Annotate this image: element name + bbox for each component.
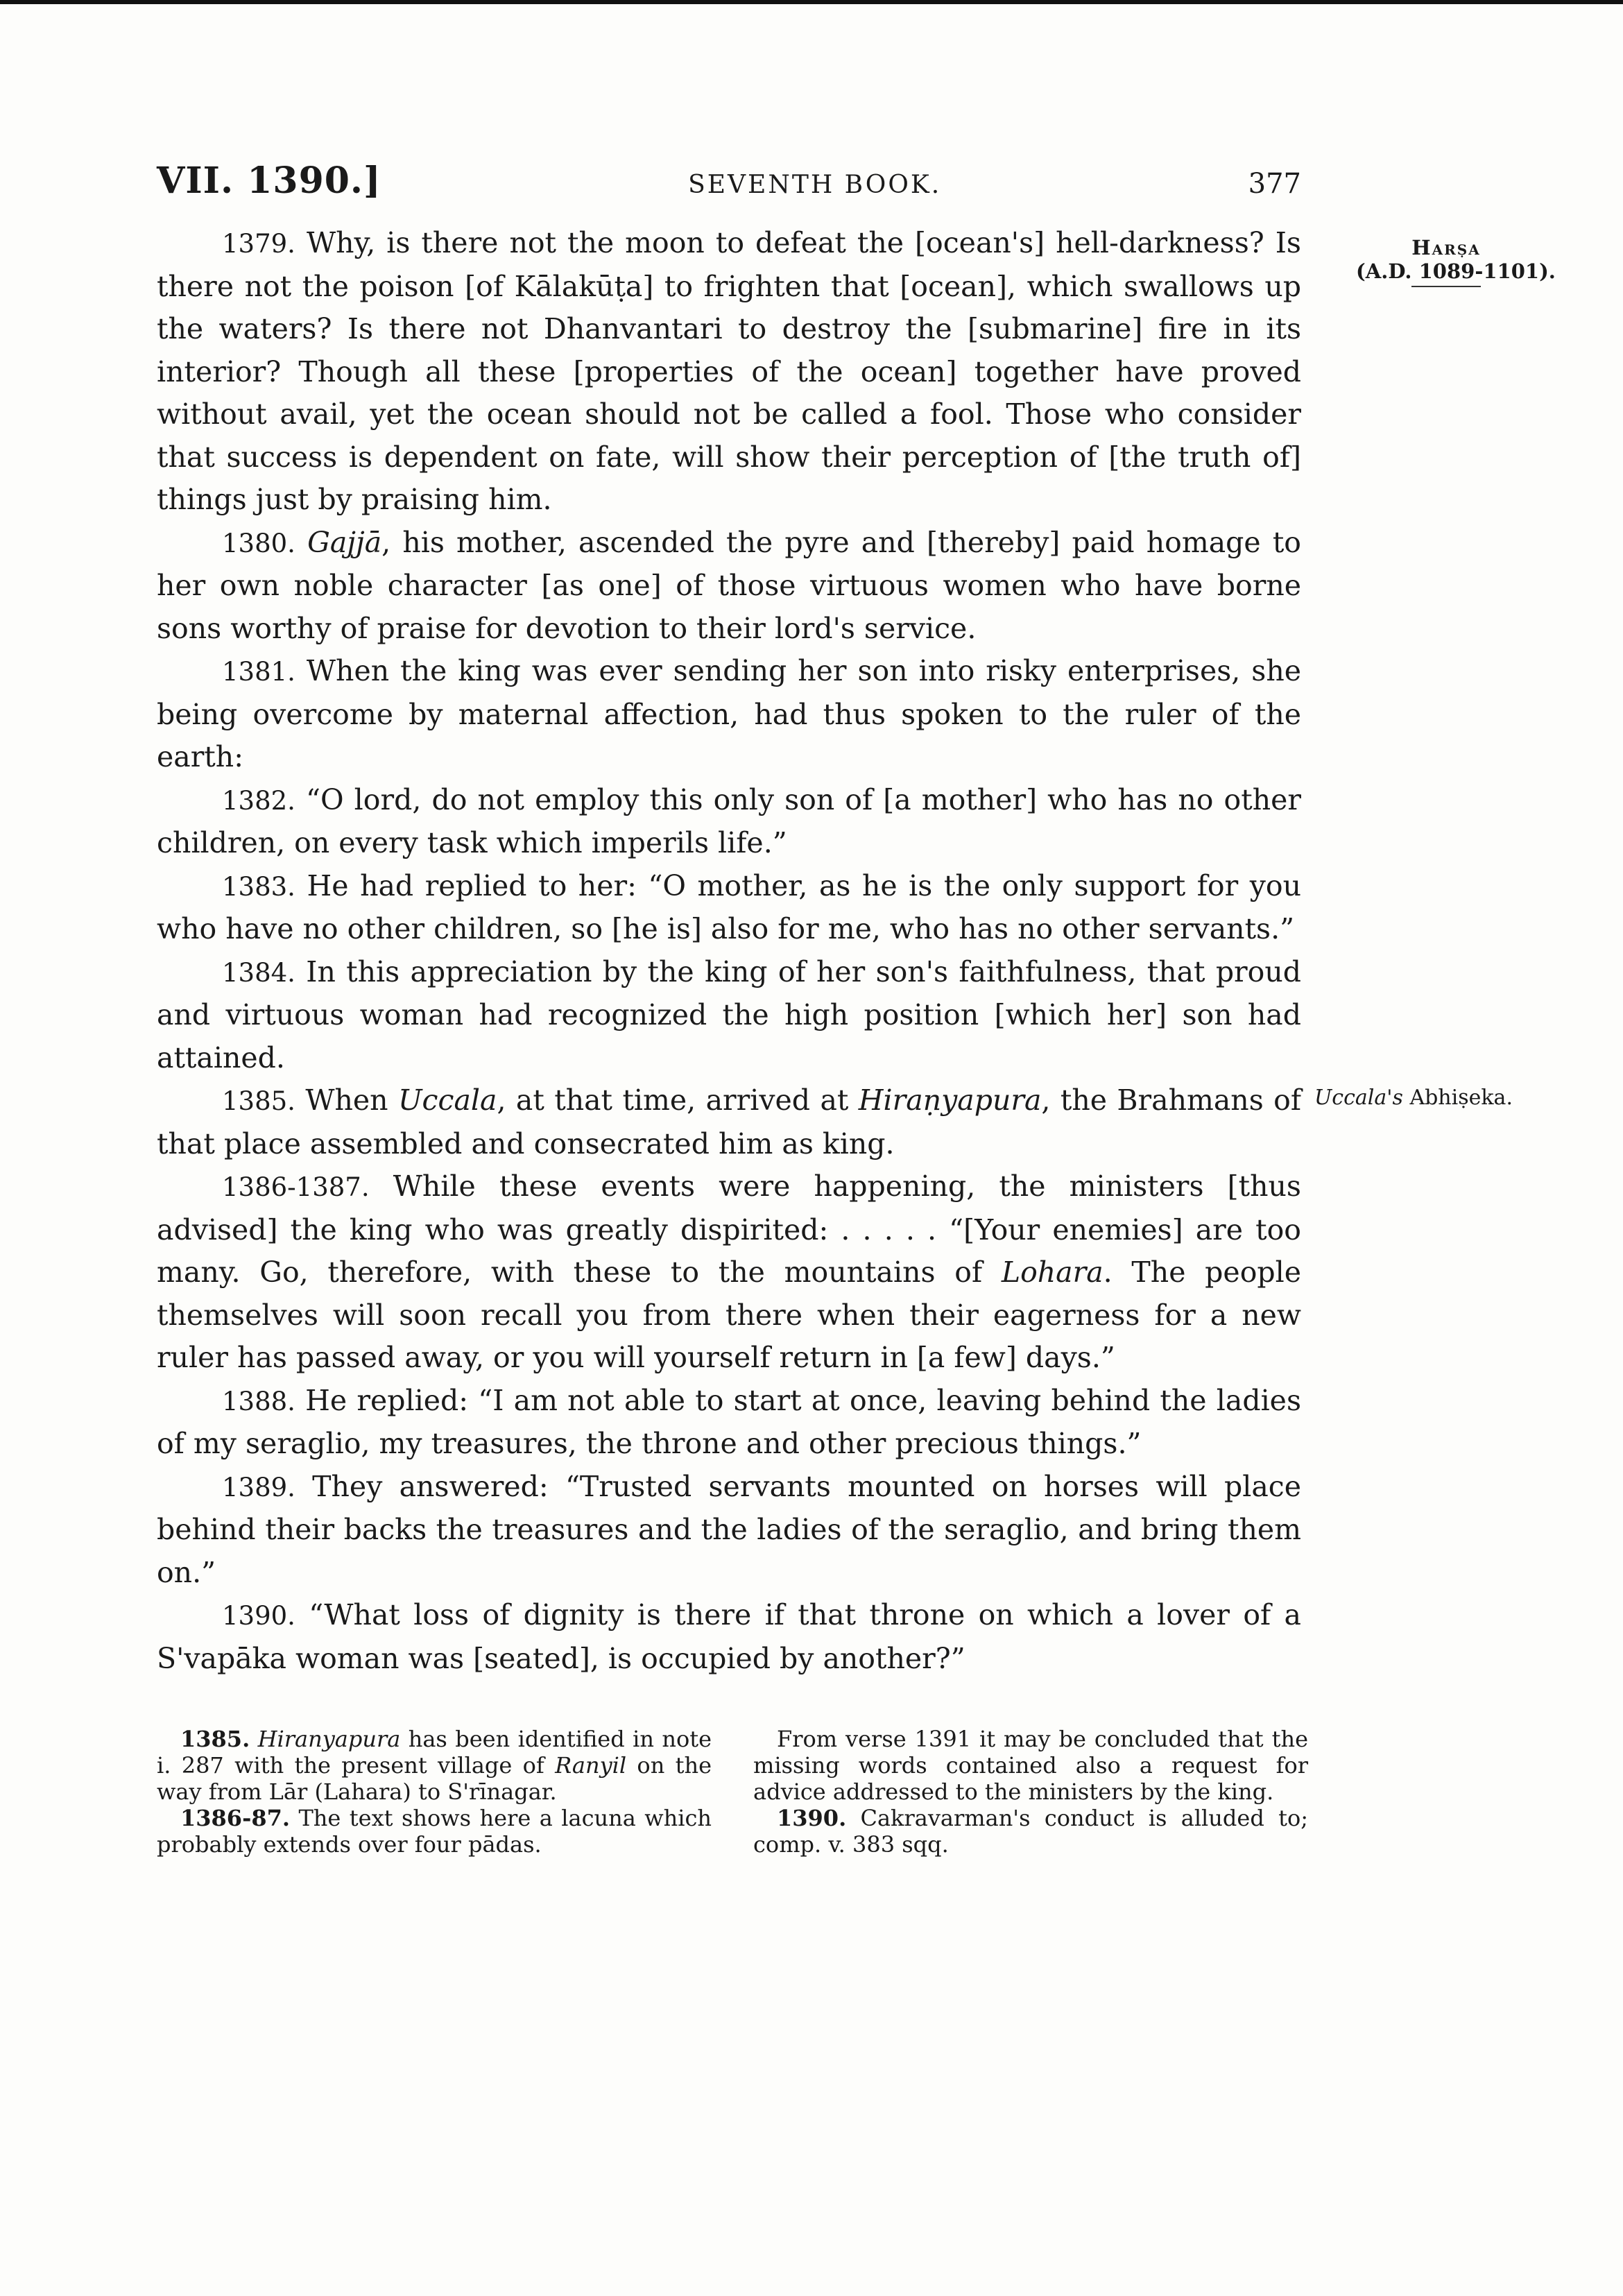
page-content [157, 160, 1301, 1680]
page-number: 377 [1248, 168, 1301, 200]
italic-term: Uccala [397, 1083, 497, 1117]
footnotes-right-column [753, 1726, 1308, 1858]
footnote-paragraph [157, 1805, 712, 1858]
sidenote-harsa-title: Harṣa [1411, 236, 1481, 259]
verse-paragraph [157, 1380, 1301, 1466]
text-run: The text shows here a lacuna which probably extends over four pādas. [157, 1805, 712, 1858]
verse-number: 1389. [222, 1472, 295, 1502]
text-run: From verse 1391 it may be concluded that the missing words contained also a request for advice addressed to the ministers by the king. [753, 1726, 1308, 1805]
italic-term: Lohara [1001, 1256, 1104, 1289]
verse-number: 1384. [222, 957, 295, 988]
text-run: , the Brahmans of that place assembled and consecrated him as king. [157, 1083, 1302, 1160]
text-run: They answered: “Trusted servants mounted on horses will place behind their backs the treasures and the ladies of the seraglio, and bring them on.” [157, 1469, 1301, 1589]
verse-paragraph [157, 779, 1301, 865]
text-run: “O lord, do not employ this only son of [a mother] who has no other children, on every task which imperils life.” [157, 782, 1301, 859]
verse-number: 1386-1387. [222, 1172, 370, 1202]
italic-term: Hiraṇyapura [858, 1083, 1042, 1117]
verse-list [157, 222, 1301, 1680]
verse-paragraph [157, 650, 1301, 779]
footnotes-left-column [157, 1726, 712, 1858]
sidenote-rule [1411, 286, 1481, 287]
top-border-line [0, 0, 1623, 4]
footnotes [157, 1726, 1308, 1858]
text-run: on the way from Lār (Lahara) to S'rīnagar. [157, 1752, 712, 1805]
header-book-title: SEVENTH BOOK. [688, 171, 942, 199]
text-run: has been identified in note i. 287 with the present village of [157, 1726, 712, 1779]
sidenote-harsa [1356, 236, 1556, 287]
sidenote-harsa-dates: (A.D. 1089-1101). [1356, 259, 1556, 283]
sidenote-uccala-abhiseka [1314, 1086, 1513, 1110]
text-run: , his mother, ascended the pyre and [thereby] paid homage to her own noble character [as one] of those virtuous women who have borne sons worthy of praise for devotion to their lord's service. [157, 525, 1301, 645]
text-run: He replied: “I am not able to start at once, leaving behind the ladies of my seraglio, my treasures, the throne and other precious things.” [157, 1383, 1301, 1460]
running-header [157, 160, 1301, 208]
italic-term: Ranyil [555, 1752, 627, 1779]
text-run: , at that time, arrived at [497, 1083, 859, 1117]
text-run: In this appreciation by the king of her son's faithfulness, that proud and virtuous woman had recognized the high position [which her] son had attained. [157, 954, 1301, 1074]
verse-paragraph [157, 1079, 1301, 1165]
italic-term: Gajjā [307, 525, 382, 559]
verse-number: 1385. [222, 1086, 295, 1116]
verse-paragraph [157, 1165, 1301, 1380]
note-number: 1390. [777, 1805, 847, 1831]
verse-number: 1390. [222, 1601, 295, 1631]
verse-paragraph [157, 1594, 1301, 1680]
footnote-paragraph [157, 1726, 712, 1805]
sidenote-uccala-name: Uccala's [1314, 1086, 1403, 1110]
text-run: When the king was ever sending her son into risky enterprises, she being overcome by maternal affection, had thus spoken to the ruler of the earth: [157, 654, 1301, 773]
text-run: Cakravarman's conduct is alluded to; comp. v. 383 sqq. [753, 1805, 1308, 1858]
note-number: 1386-87. [180, 1805, 291, 1831]
verse-number: 1379. [222, 229, 295, 259]
verse-number: 1383. [222, 871, 295, 902]
italic-term: Hiranyapura [257, 1726, 401, 1752]
text-run: Why, is there not the moon to defeat the [ocean's] hell-darkness? Is there not the poison [of Kālakūṭa] to frighten that [ocean], which swallows up the waters? Is there not Dhanvantari to destroy the [submarine] fire in its interior? Though all these [properties of the ocean] together have proved without avail, yet the ocean should not be called a fool. Those who consider that success is dependent on fate, will show their perception of [the truth of] things just by praising him. [157, 226, 1301, 516]
verse-number: 1381. [222, 657, 295, 687]
text-run: He had replied to her: “O mother, as he is the only support for you who have no other children, so [he is] also for me, who has no other servants.” [157, 868, 1301, 945]
verse-paragraph [157, 865, 1301, 951]
text-run: “What loss of dignity is there if that throne on which a lover of a S'vapāka woman was [seated], is occupied by another?” [157, 1598, 1301, 1675]
text-run: While these events were happening, the ministers [thus advised] the king who was greatly dispirited: . . . . . “[Your enemies] are too many. Go, therefore, with these to the mountains of [157, 1170, 1301, 1289]
text-run [250, 1726, 257, 1752]
verse-number: 1382. [222, 785, 295, 816]
verse-paragraph [157, 1466, 1301, 1595]
verse-number: 1380. [222, 528, 295, 558]
verse-number: 1388. [222, 1386, 295, 1416]
note-number: 1385. [180, 1726, 250, 1752]
header-section-ref: VII. 1390.] [157, 160, 381, 202]
footnote-paragraph [753, 1805, 1308, 1858]
verse-paragraph [157, 222, 1301, 522]
text-run: When [305, 1083, 398, 1117]
sidenote-uccala-label: Abhiṣeka. [1402, 1086, 1513, 1110]
footnote-paragraph [753, 1726, 1308, 1805]
verse-paragraph [157, 522, 1301, 651]
text-run: . The people themselves will soon recall you from there when their eagerness for a new ruler has passed away, or you will yourself return in [a few] days.” [157, 1256, 1301, 1374]
verse-paragraph [157, 951, 1301, 1080]
